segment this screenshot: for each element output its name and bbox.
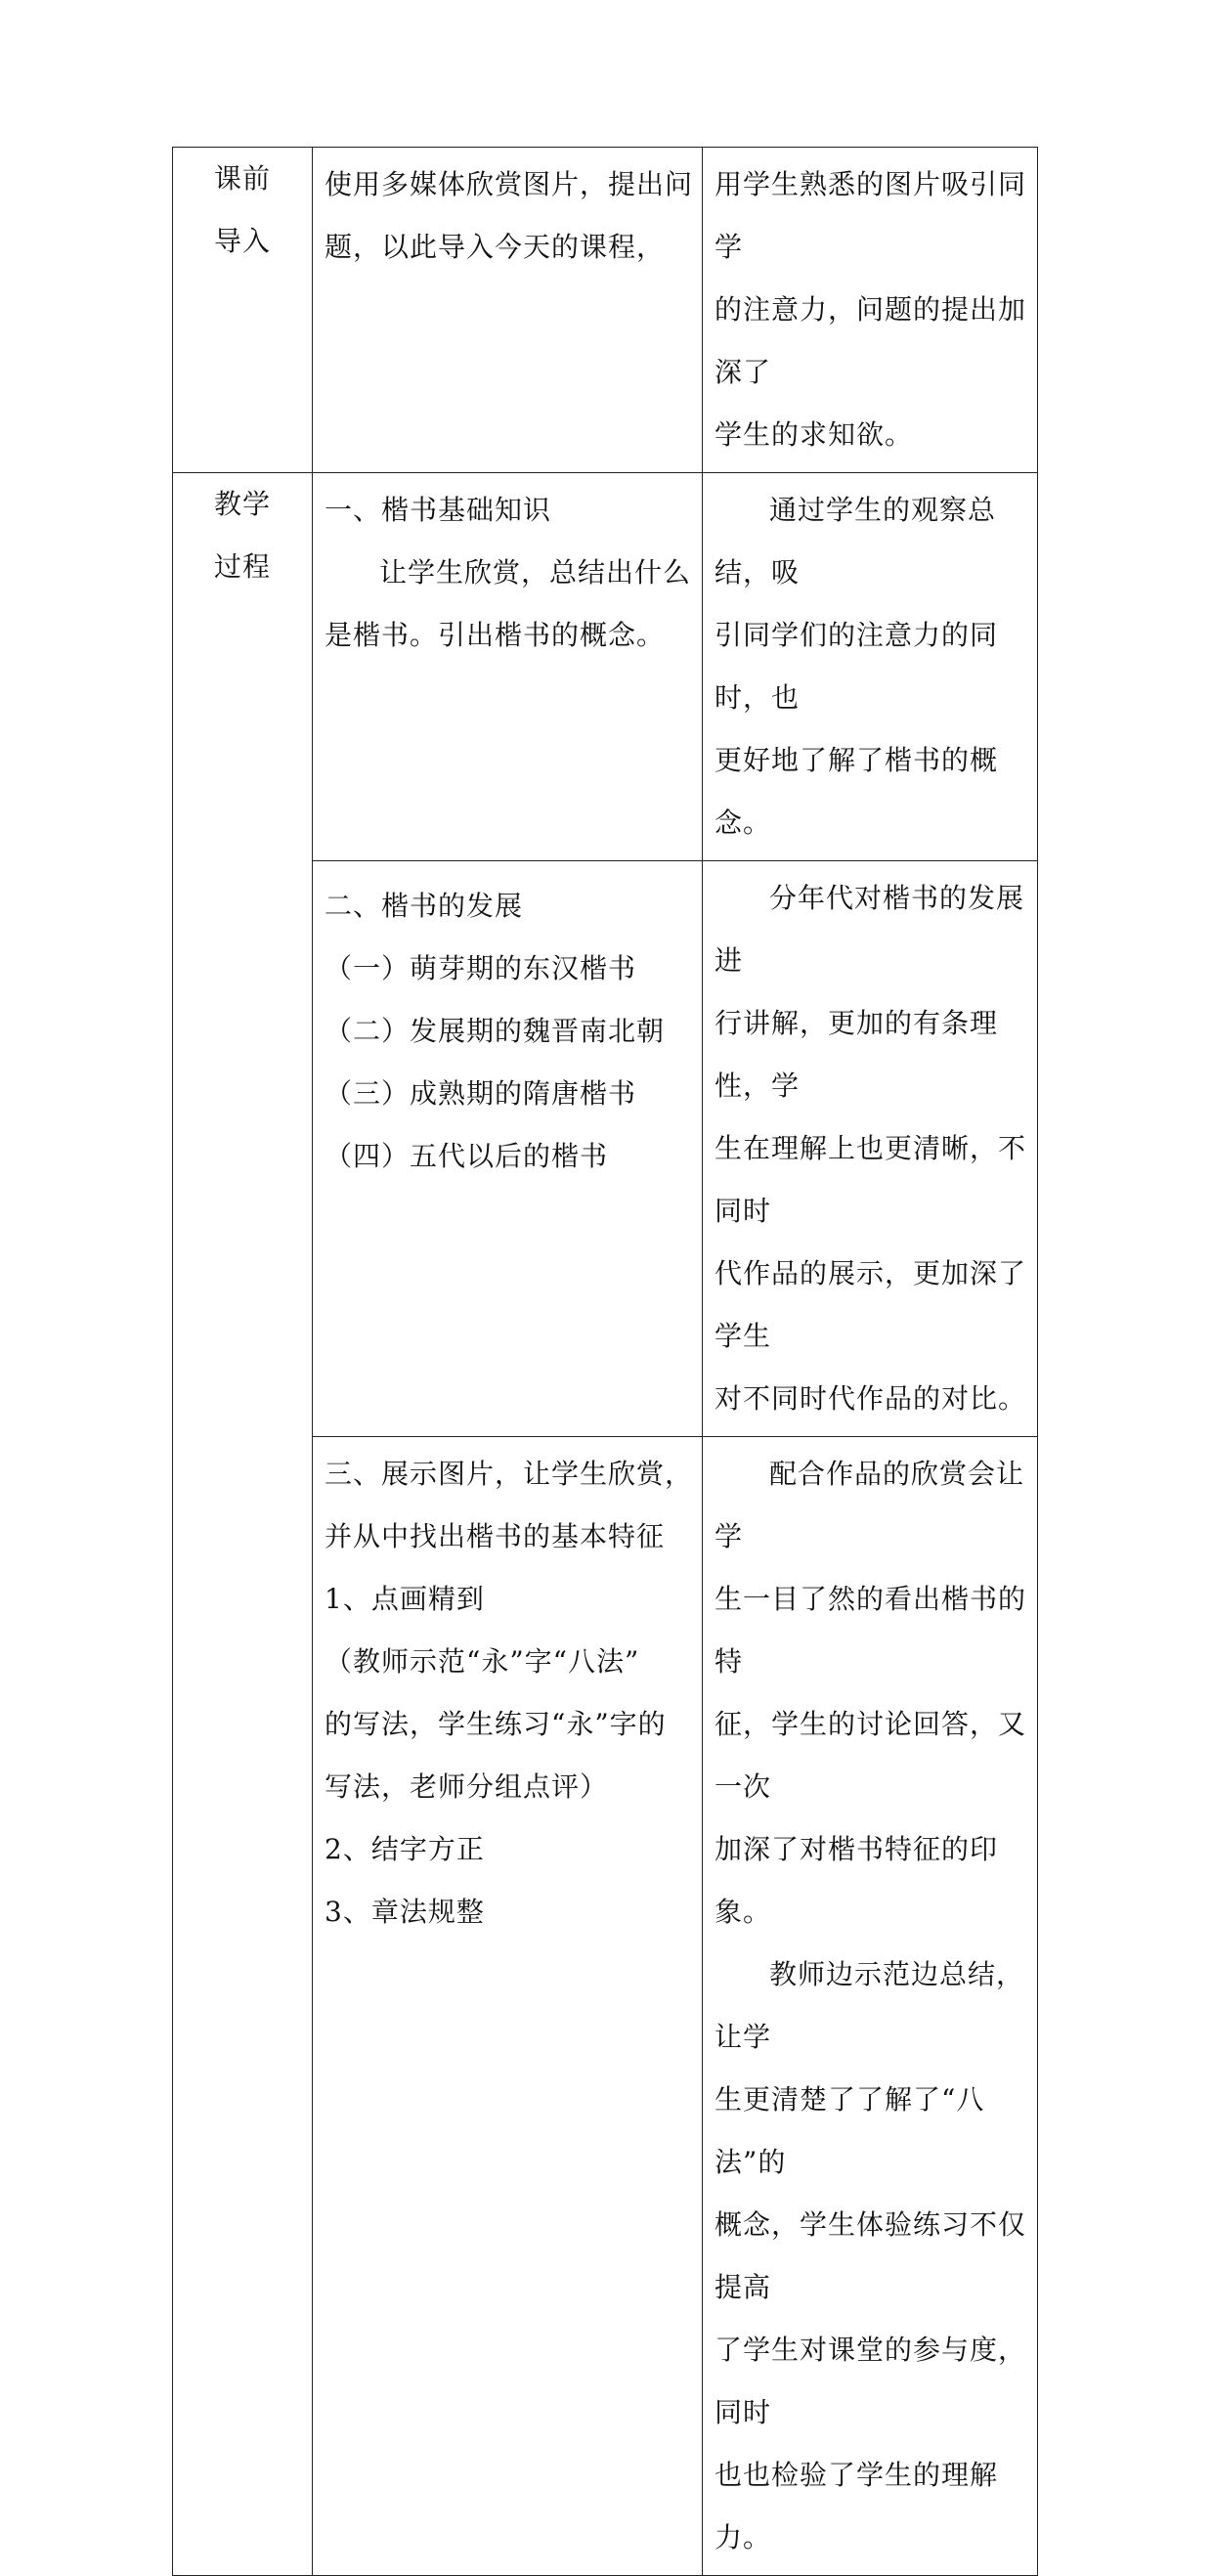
intent-line: 也也检验了学生的理解力。 [715,2459,999,2554]
content-line: 并从中找出楷书的基本特征 [325,1520,666,1552]
content-line: 2、结字方正 [325,1833,485,1865]
stage-text: 教学 [213,488,271,520]
content-line: （三）成熟期的隋唐楷书 [325,1077,637,1110]
intent-line: 对不同时代作品的对比。 [715,1382,1027,1415]
content-cell [313,861,703,1437]
intent-line: 更好地了解了楷书的概念。 [715,744,999,839]
content-cell [313,148,703,473]
content-line: 是楷书。引出楷书的概念。 [325,619,666,651]
stage-text: 过程 [213,550,271,583]
content-line: （二）发展期的魏晋南北朝 [325,1015,666,1047]
intent-cell [703,148,1038,473]
intent-line: 加深了对楷书特征的印象。 [715,1833,999,1928]
content-line: （四）五代以后的楷书 [325,1140,609,1172]
stage-cell-process [173,473,313,2576]
intent-cell [703,473,1038,861]
intent-line: 引同学们的注意力的同时，也 [715,619,999,714]
intent-line: 用学生熟悉的图片吸引同学 [715,168,1027,263]
intent-line: 了学生对课堂的参与度，同时 [715,2334,1027,2428]
intent-line: 学生的求知欲。 [715,418,914,451]
content-cell [313,473,703,861]
stage-text: 课前 [213,162,271,195]
intent-line: 配合作品的欣赏会让学 [715,1458,1025,1552]
intent-line: 生在理解上也更清晰，不同时 [715,1132,1027,1227]
table-row-basics [173,473,1038,861]
content-line: （教师示范“永”字“八法” [325,1645,640,1678]
intent-line: 行讲解，更加的有条理性，学 [715,1007,999,1102]
intent-line: 概念，学生体验练习不仅提高 [715,2208,1027,2303]
content-line: 使用多媒体欣赏图片，提出问 [325,168,694,200]
intent-line: 征，学生的讨论回答，又一次 [715,1708,1027,1803]
content-line: 3、章法规整 [325,1896,485,1928]
content-line: （一）萌芽期的东汉楷书 [325,952,637,984]
stage-text: 导入 [213,225,271,257]
intent-cell [703,1437,1038,2576]
content-line: 让学生欣赏，总结出什么 [379,556,692,589]
intent-line: 生更清楚了了解了“八法”的 [715,2083,985,2178]
content-line: 题，以此导入今天的课程， [325,231,666,263]
content-line: 的写法，学生练习“永”字的 [325,1708,667,1740]
intent-line: 代作品的展示，更加深了学生 [715,1257,1027,1352]
section-heading: 一、楷书基础知识 [325,494,552,526]
intent-line: 生一目了然的看出楷书的特 [715,1583,1027,1678]
intent-line: 教师边示范边总结，让学 [715,1958,1025,2053]
section-heading: 三、展示图片，让学生欣赏， [325,1458,694,1490]
content-line: 1、点画精到 [325,1583,485,1615]
stage-cell-intro [173,148,313,473]
table-row-intro [173,148,1038,473]
intent-cell [703,861,1038,1437]
content-line: 写法，老师分组点评） [325,1770,609,1803]
intent-line: 分年代对楷书的发展进 [715,882,1025,977]
lesson-plan-table [172,147,1038,2576]
section-heading: 二、楷书的发展 [325,890,524,922]
content-cell [313,1437,703,2576]
intent-line: 的注意力，问题的提出加深了 [715,293,1027,388]
intent-line: 通过学生的观察总结，吸 [715,494,997,589]
